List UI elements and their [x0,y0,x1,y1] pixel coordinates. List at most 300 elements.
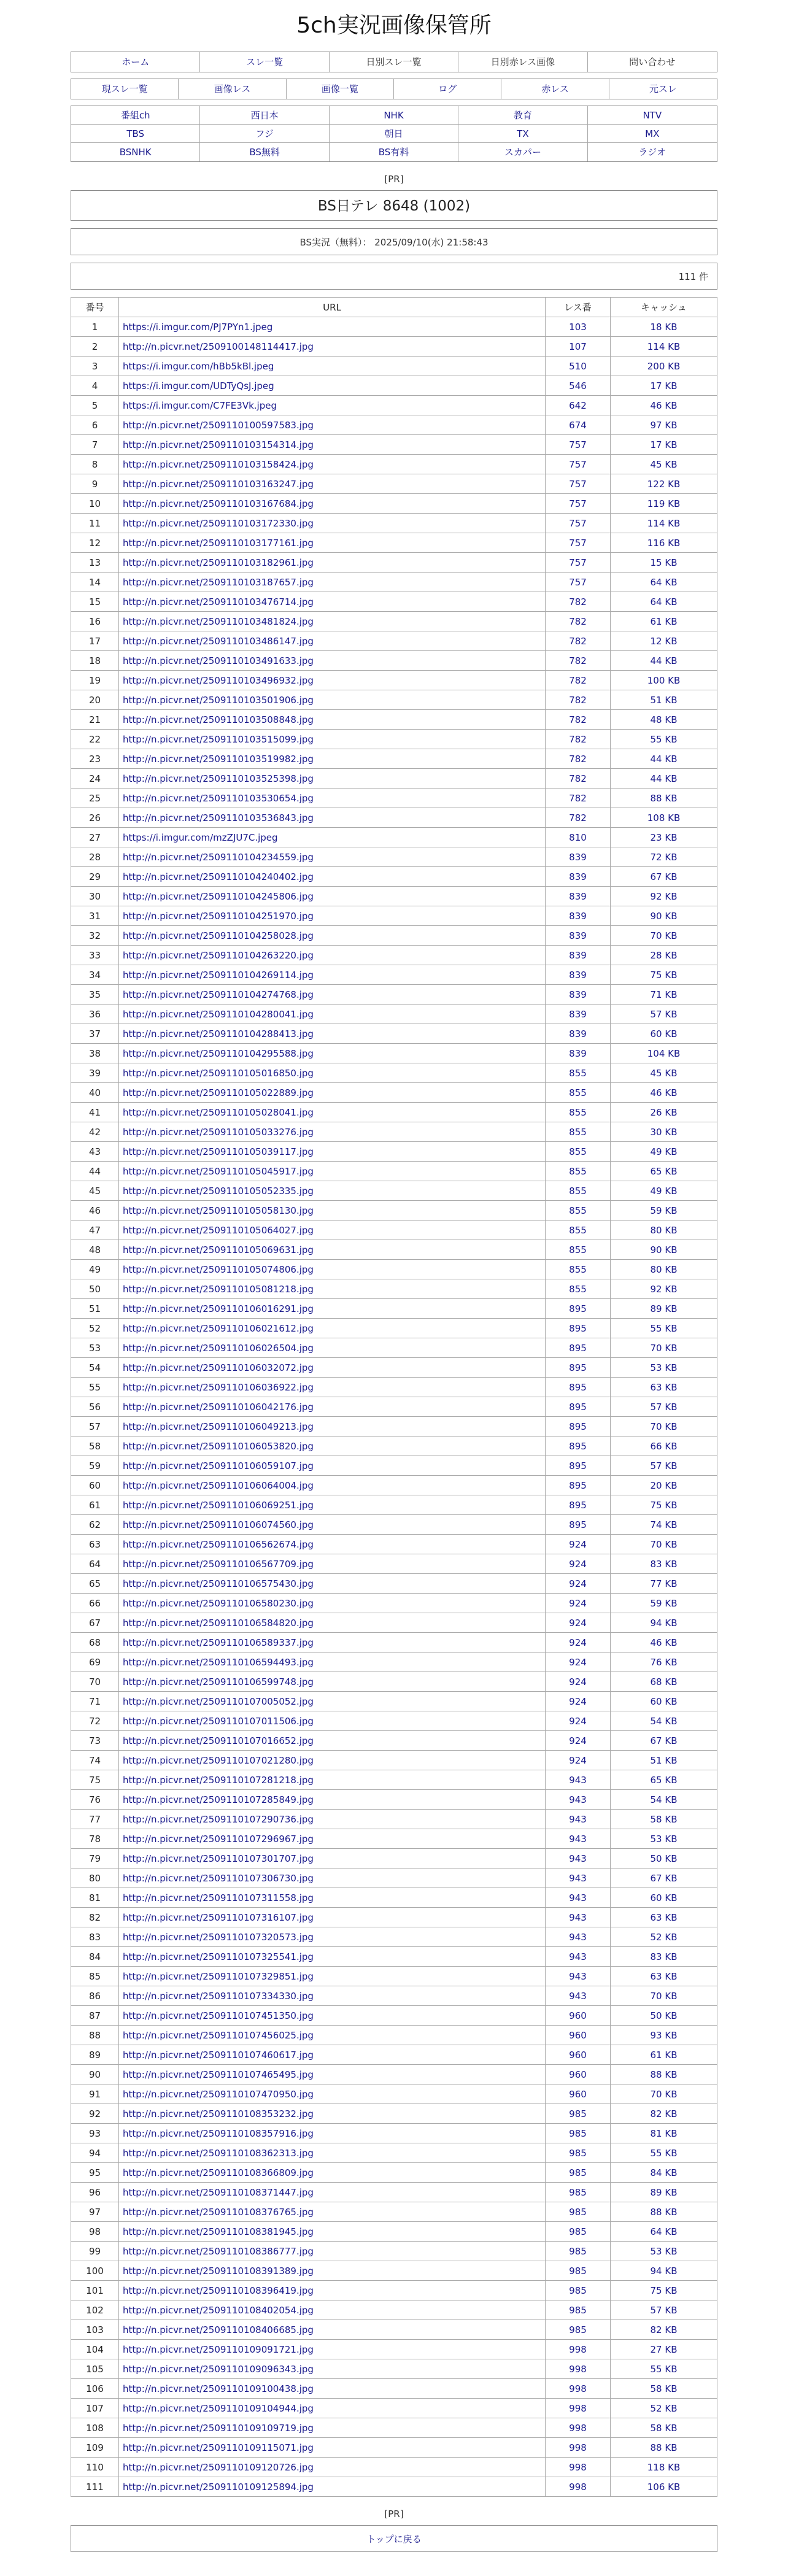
back-to-top-link[interactable]: トップに戻る [71,2525,717,2552]
channel-link[interactable]: 番組ch [71,106,200,125]
res-number-link[interactable]: 839 [546,1024,611,1044]
cache-size-link[interactable]: 50 KB [611,1849,717,1868]
cache-size-link[interactable]: 100 KB [611,671,717,690]
image-url-link[interactable]: http://n.picvr.net/2509110108353232.jpg [119,2104,546,2124]
cache-size-link[interactable]: 51 KB [611,690,717,710]
channel-link[interactable]: NTV [588,106,717,125]
cache-size-link[interactable]: 75 KB [611,1495,717,1515]
image-url-link[interactable]: http://n.picvr.net/2509110104288413.jpg [119,1024,546,1044]
cache-size-link[interactable]: 46 KB [611,1633,717,1652]
image-url-link[interactable]: http://n.picvr.net/2509110109096343.jpg [119,2359,546,2379]
res-number-link[interactable]: 855 [546,1083,611,1103]
cache-size-link[interactable]: 122 KB [611,474,717,494]
image-url-link[interactable]: http://n.picvr.net/2509110107016652.jpg [119,1731,546,1751]
image-url-link[interactable]: http://n.picvr.net/2509110106562674.jpg [119,1535,546,1554]
image-url-link[interactable]: http://n.picvr.net/2509110106074560.jpg [119,1515,546,1535]
image-url-link[interactable]: http://n.picvr.net/2509110108406685.jpg [119,2320,546,2340]
image-url-link[interactable]: http://n.picvr.net/2509110107285849.jpg [119,1790,546,1810]
res-number-link[interactable]: 985 [546,2124,611,2143]
cache-size-link[interactable]: 82 KB [611,2320,717,2340]
cache-size-link[interactable]: 57 KB [611,2300,717,2320]
image-url-link[interactable]: http://n.picvr.net/2509110105064027.jpg [119,1221,546,1240]
cache-size-link[interactable]: 58 KB [611,2418,717,2438]
image-url-link[interactable]: http://n.picvr.net/2509110103158424.jpg [119,455,546,474]
image-url-link[interactable]: http://n.picvr.net/2509110103177161.jpg [119,533,546,553]
image-url-link[interactable]: https://i.imgur.com/C7FE3Vk.jpeg [119,396,546,415]
cache-size-link[interactable]: 46 KB [611,396,717,415]
res-number-link[interactable]: 985 [546,2320,611,2340]
cache-size-link[interactable]: 80 KB [611,1221,717,1240]
image-url-link[interactable]: http://n.picvr.net/2509110108391389.jpg [119,2261,546,2281]
image-url-link[interactable]: http://n.picvr.net/2509110107325541.jpg [119,1947,546,1967]
image-url-link[interactable]: http://n.picvr.net/2509110109100438.jpg [119,2379,546,2399]
image-url-link[interactable]: http://n.picvr.net/2509110109109719.jpg [119,2418,546,2438]
res-number-link[interactable]: 839 [546,1044,611,1063]
cache-size-link[interactable]: 93 KB [611,2026,717,2045]
cache-size-link[interactable]: 114 KB [611,514,717,533]
cache-size-link[interactable]: 63 KB [611,1908,717,1927]
cache-size-link[interactable]: 60 KB [611,1692,717,1711]
image-url-link[interactable]: http://n.picvr.net/2509100148114417.jpg [119,337,546,357]
image-url-link[interactable]: http://n.picvr.net/2509110103501906.jpg [119,690,546,710]
image-url-link[interactable]: https://i.imgur.com/hBb5kBl.jpeg [119,357,546,376]
image-url-link[interactable]: http://n.picvr.net/2509110107456025.jpg [119,2026,546,2045]
cache-size-link[interactable]: 64 KB [611,573,717,592]
cache-size-link[interactable]: 89 KB [611,2183,717,2202]
res-number-link[interactable]: 839 [546,985,611,1005]
res-number-link[interactable]: 998 [546,2438,611,2458]
res-number-link[interactable]: 924 [546,1633,611,1652]
image-url-link[interactable]: http://n.picvr.net/2509110107465495.jpg [119,2065,546,2084]
image-url-link[interactable]: http://n.picvr.net/2509110104234559.jpg [119,847,546,867]
res-number-link[interactable]: 924 [546,1652,611,1672]
cache-size-link[interactable]: 59 KB [611,1201,717,1221]
res-number-link[interactable]: 839 [546,1005,611,1024]
image-url-link[interactable]: http://n.picvr.net/2509110103172330.jpg [119,514,546,533]
image-url-link[interactable]: http://n.picvr.net/2509110104251970.jpg [119,906,546,926]
res-number-link[interactable]: 924 [546,1711,611,1731]
image-url-link[interactable]: http://n.picvr.net/2509110107021280.jpg [119,1751,546,1770]
image-url-link[interactable]: http://n.picvr.net/2509110108366809.jpg [119,2163,546,2183]
cache-size-link[interactable]: 106 KB [611,2477,717,2497]
image-url-link[interactable]: http://n.picvr.net/2509110103496932.jpg [119,671,546,690]
image-url-link[interactable]: http://n.picvr.net/2509110103508848.jpg [119,710,546,730]
cache-size-link[interactable]: 68 KB [611,1672,717,1692]
res-number-link[interactable]: 546 [546,376,611,396]
cache-size-link[interactable]: 116 KB [611,533,717,553]
res-number-link[interactable]: 674 [546,415,611,435]
res-number-link[interactable]: 985 [546,2281,611,2300]
res-number-link[interactable]: 855 [546,1181,611,1201]
image-url-link[interactable]: http://n.picvr.net/2509110104245806.jpg [119,887,546,906]
image-url-link[interactable]: http://n.picvr.net/2509110107334330.jpg [119,1986,546,2006]
nav-original-thread[interactable]: 元スレ [649,83,677,94]
cache-size-link[interactable]: 82 KB [611,2104,717,2124]
nav-contact[interactable]: 問い合わせ [629,56,676,67]
image-url-link[interactable]: http://n.picvr.net/2509110108396419.jpg [119,2281,546,2300]
res-number-link[interactable]: 895 [546,1338,611,1358]
cache-size-link[interactable]: 71 KB [611,985,717,1005]
image-url-link[interactable]: http://n.picvr.net/2509110105058130.jpg [119,1201,546,1221]
image-url-link[interactable]: http://n.picvr.net/2509110105033276.jpg [119,1122,546,1142]
res-number-link[interactable]: 985 [546,2300,611,2320]
cache-size-link[interactable]: 70 KB [611,1986,717,2006]
image-url-link[interactable]: http://n.picvr.net/2509110103163247.jpg [119,474,546,494]
cache-size-link[interactable]: 92 KB [611,1279,717,1299]
res-number-link[interactable]: 757 [546,533,611,553]
nav-current-threads[interactable]: 現スレ一覧 [71,79,179,99]
res-number-link[interactable]: 839 [546,847,611,867]
image-url-link[interactable]: http://n.picvr.net/2509110106021612.jpg [119,1319,546,1338]
res-number-link[interactable]: 782 [546,808,611,828]
image-url-link[interactable]: http://n.picvr.net/2509110106042176.jpg [119,1397,546,1417]
res-number-link[interactable]: 895 [546,1299,611,1319]
res-number-link[interactable]: 943 [546,1986,611,2006]
cache-size-link[interactable]: 67 KB [611,867,717,887]
cache-size-link[interactable]: 200 KB [611,357,717,376]
cache-size-link[interactable]: 46 KB [611,1083,717,1103]
cache-size-link[interactable]: 75 KB [611,2281,717,2300]
res-number-link[interactable]: 510 [546,357,611,376]
cache-size-link[interactable]: 50 KB [611,2006,717,2026]
cache-size-link[interactable]: 48 KB [611,710,717,730]
nav-image-res[interactable]: 画像レス [179,79,286,99]
channel-link[interactable]: 朝日 [330,125,458,143]
channel-link[interactable]: 教育 [458,106,587,125]
res-number-link[interactable]: 782 [546,671,611,690]
res-number-link[interactable]: 924 [546,1535,611,1554]
image-url-link[interactable]: http://n.picvr.net/2509110106016291.jpg [119,1299,546,1319]
cache-size-link[interactable]: 44 KB [611,769,717,789]
cache-size-link[interactable]: 57 KB [611,1456,717,1476]
res-number-link[interactable]: 943 [546,1947,611,1967]
res-number-link[interactable]: 960 [546,2045,611,2065]
res-number-link[interactable]: 839 [546,926,611,946]
image-url-link[interactable]: http://n.picvr.net/2509110107005052.jpg [119,1692,546,1711]
res-number-link[interactable]: 895 [546,1378,611,1397]
cache-size-link[interactable]: 90 KB [611,1240,717,1260]
res-number-link[interactable]: 895 [546,1397,611,1417]
cache-size-link[interactable]: 15 KB [611,553,717,573]
cache-size-link[interactable]: 70 KB [611,926,717,946]
image-url-link[interactable]: http://n.picvr.net/2509110109120726.jpg [119,2458,546,2477]
res-number-link[interactable]: 960 [546,2084,611,2104]
image-url-link[interactable]: http://n.picvr.net/2509110106589337.jpg [119,1633,546,1652]
image-url-link[interactable]: http://n.picvr.net/2509110106059107.jpg [119,1456,546,1476]
image-url-link[interactable]: http://n.picvr.net/2509110109125894.jpg [119,2477,546,2497]
image-url-link[interactable]: http://n.picvr.net/2509110105039117.jpg [119,1142,546,1162]
res-number-link[interactable]: 782 [546,592,611,612]
cache-size-link[interactable]: 67 KB [611,1868,717,1888]
cache-size-link[interactable]: 94 KB [611,1613,717,1633]
image-url-link[interactable]: http://n.picvr.net/2509110104263220.jpg [119,946,546,965]
res-number-link[interactable]: 924 [546,1751,611,1770]
res-number-link[interactable]: 943 [546,1888,611,1908]
image-url-link[interactable]: http://n.picvr.net/2509110104274768.jpg [119,985,546,1005]
image-url-link[interactable]: http://n.picvr.net/2509110103525398.jpg [119,769,546,789]
nav-thread-list[interactable]: スレ一覧 [200,52,329,72]
nav-daily-red-images[interactable]: 日別赤レス画像 [458,52,587,72]
res-number-link[interactable]: 985 [546,2222,611,2242]
cache-size-link[interactable]: 70 KB [611,1338,717,1358]
res-number-link[interactable]: 924 [546,1672,611,1692]
channel-link[interactable]: 西日本 [200,106,329,125]
cache-size-link[interactable]: 83 KB [611,1554,717,1574]
res-number-link[interactable]: 782 [546,710,611,730]
cache-size-link[interactable]: 119 KB [611,494,717,514]
image-url-link[interactable]: http://n.picvr.net/2509110108381945.jpg [119,2222,546,2242]
cache-size-link[interactable]: 28 KB [611,946,717,965]
cache-size-link[interactable]: 61 KB [611,2045,717,2065]
cache-size-link[interactable]: 80 KB [611,1260,717,1279]
cache-size-link[interactable]: 51 KB [611,1751,717,1770]
res-number-link[interactable]: 855 [546,1279,611,1299]
res-number-link[interactable]: 895 [546,1495,611,1515]
cache-size-link[interactable]: 118 KB [611,2458,717,2477]
cache-size-link[interactable]: 45 KB [611,455,717,474]
image-url-link[interactable]: http://n.picvr.net/2509110103519982.jpg [119,749,546,769]
res-number-link[interactable]: 943 [546,1829,611,1849]
res-number-link[interactable]: 855 [546,1162,611,1181]
cache-size-link[interactable]: 104 KB [611,1044,717,1063]
res-number-link[interactable]: 998 [546,2379,611,2399]
res-number-link[interactable]: 985 [546,2242,611,2261]
image-url-link[interactable]: http://n.picvr.net/2509110106584820.jpg [119,1613,546,1633]
channel-link[interactable]: ラジオ [638,147,666,158]
res-number-link[interactable]: 924 [546,1554,611,1574]
image-url-link[interactable]: http://n.picvr.net/2509110103530654.jpg [119,789,546,808]
image-url-link[interactable]: https://i.imgur.com/PJ7PYn1.jpeg [119,317,546,337]
image-url-link[interactable]: http://n.picvr.net/2509110104295588.jpg [119,1044,546,1063]
image-url-link[interactable]: http://n.picvr.net/2509110103182961.jpg [119,553,546,573]
nav-home[interactable]: ホーム [71,52,200,72]
res-number-link[interactable]: 960 [546,2065,611,2084]
image-url-link[interactable]: http://n.picvr.net/2509110105016850.jpg [119,1063,546,1083]
image-url-link[interactable]: http://n.picvr.net/2509110103187657.jpg [119,573,546,592]
cache-size-link[interactable]: 49 KB [611,1181,717,1201]
image-url-link[interactable]: http://n.picvr.net/2509110104269114.jpg [119,965,546,985]
image-url-link[interactable]: http://n.picvr.net/2509110105052335.jpg [119,1181,546,1201]
image-url-link[interactable]: http://n.picvr.net/2509110106069251.jpg [119,1495,546,1515]
cache-size-link[interactable]: 97 KB [611,415,717,435]
cache-size-link[interactable]: 64 KB [611,2222,717,2242]
cache-size-link[interactable]: 63 KB [611,1378,717,1397]
cache-size-link[interactable]: 30 KB [611,1122,717,1142]
cache-size-link[interactable]: 44 KB [611,749,717,769]
res-number-link[interactable]: 998 [546,2477,611,2497]
image-url-link[interactable]: http://n.picvr.net/2509110107329851.jpg [119,1967,546,1986]
image-url-link[interactable]: http://n.picvr.net/2509110103167684.jpg [119,494,546,514]
res-number-link[interactable]: 107 [546,337,611,357]
image-url-link[interactable]: http://n.picvr.net/2509110107306730.jpg [119,1868,546,1888]
res-number-link[interactable]: 998 [546,2399,611,2418]
cache-size-link[interactable]: 17 KB [611,435,717,455]
cache-size-link[interactable]: 45 KB [611,1063,717,1083]
res-number-link[interactable]: 985 [546,2104,611,2124]
image-url-link[interactable]: http://n.picvr.net/2509110107320573.jpg [119,1927,546,1947]
cache-size-link[interactable]: 20 KB [611,1476,717,1495]
cache-size-link[interactable]: 55 KB [611,2143,717,2163]
image-url-link[interactable]: http://n.picvr.net/2509110107011506.jpg [119,1711,546,1731]
cache-size-link[interactable]: 26 KB [611,1103,717,1122]
image-url-link[interactable]: http://n.picvr.net/2509110107460617.jpg [119,2045,546,2065]
cache-size-link[interactable]: 114 KB [611,337,717,357]
res-number-link[interactable]: 855 [546,1201,611,1221]
res-number-link[interactable]: 855 [546,1122,611,1142]
image-url-link[interactable]: http://n.picvr.net/2509110106599748.jpg [119,1672,546,1692]
res-number-link[interactable]: 924 [546,1613,611,1633]
cache-size-link[interactable]: 23 KB [611,828,717,847]
res-number-link[interactable]: 839 [546,946,611,965]
cache-size-link[interactable]: 88 KB [611,2065,717,2084]
cache-size-link[interactable]: 70 KB [611,2084,717,2104]
res-number-link[interactable]: 895 [546,1417,611,1436]
res-number-link[interactable]: 895 [546,1358,611,1378]
cache-size-link[interactable]: 64 KB [611,592,717,612]
res-number-link[interactable]: 985 [546,2143,611,2163]
image-url-link[interactable]: http://n.picvr.net/2509110106594493.jpg [119,1652,546,1672]
cache-size-link[interactable]: 53 KB [611,2242,717,2261]
res-number-link[interactable]: 895 [546,1456,611,1476]
image-url-link[interactable]: http://n.picvr.net/2509110100597583.jpg [119,415,546,435]
cache-size-link[interactable]: 75 KB [611,965,717,985]
cache-size-link[interactable]: 88 KB [611,2438,717,2458]
res-number-link[interactable]: 943 [546,1849,611,1868]
cache-size-link[interactable]: 58 KB [611,2379,717,2399]
res-number-link[interactable]: 855 [546,1240,611,1260]
cache-size-link[interactable]: 63 KB [611,1967,717,1986]
image-url-link[interactable]: http://n.picvr.net/2509110106575430.jpg [119,1574,546,1594]
res-number-link[interactable]: 839 [546,906,611,926]
image-url-link[interactable]: http://n.picvr.net/2509110103476714.jpg [119,592,546,612]
res-number-link[interactable]: 855 [546,1221,611,1240]
res-number-link[interactable]: 895 [546,1436,611,1456]
res-number-link[interactable]: 855 [546,1142,611,1162]
cache-size-link[interactable]: 88 KB [611,789,717,808]
cache-size-link[interactable]: 52 KB [611,1927,717,1947]
res-number-link[interactable]: 943 [546,1790,611,1810]
image-url-link[interactable]: http://n.picvr.net/2509110105028041.jpg [119,1103,546,1122]
cache-size-link[interactable]: 55 KB [611,1319,717,1338]
image-url-link[interactable]: http://n.picvr.net/2509110103491633.jpg [119,651,546,671]
image-url-link[interactable]: http://n.picvr.net/2509110109115071.jpg [119,2438,546,2458]
nav-log[interactable]: ログ [394,79,501,99]
res-number-link[interactable]: 960 [546,2026,611,2045]
image-url-link[interactable]: http://n.picvr.net/2509110104258028.jpg [119,926,546,946]
cache-size-link[interactable]: 65 KB [611,1770,717,1790]
res-number-link[interactable]: 943 [546,1770,611,1790]
cache-size-link[interactable]: 54 KB [611,1711,717,1731]
cache-size-link[interactable]: 108 KB [611,808,717,828]
image-url-link[interactable]: http://n.picvr.net/2509110106064004.jpg [119,1476,546,1495]
image-url-link[interactable]: https://i.imgur.com/UDTyQsJ.jpeg [119,376,546,396]
cache-size-link[interactable]: 74 KB [611,1515,717,1535]
cache-size-link[interactable]: 65 KB [611,1162,717,1181]
cache-size-link[interactable]: 77 KB [611,1574,717,1594]
image-url-link[interactable]: http://n.picvr.net/2509110105022889.jpg [119,1083,546,1103]
cache-size-link[interactable]: 53 KB [611,1829,717,1849]
image-url-link[interactable]: http://n.picvr.net/2509110104280041.jpg [119,1005,546,1024]
res-number-link[interactable]: 985 [546,2163,611,2183]
res-number-link[interactable]: 839 [546,887,611,906]
nav-daily-thread-list[interactable]: 日別スレ一覧 [330,52,458,72]
image-url-link[interactable]: http://n.picvr.net/2509110108386777.jpg [119,2242,546,2261]
cache-size-link[interactable]: 44 KB [611,651,717,671]
cache-size-link[interactable]: 55 KB [611,730,717,749]
res-number-link[interactable]: 924 [546,1692,611,1711]
res-number-link[interactable]: 782 [546,769,611,789]
image-url-link[interactable]: http://n.picvr.net/2509110106567709.jpg [119,1554,546,1574]
image-url-link[interactable]: http://n.picvr.net/2509110105069631.jpg [119,1240,546,1260]
res-number-link[interactable]: 782 [546,651,611,671]
cache-size-link[interactable]: 92 KB [611,887,717,906]
res-number-link[interactable]: 895 [546,1319,611,1338]
res-number-link[interactable]: 757 [546,455,611,474]
res-number-link[interactable]: 998 [546,2418,611,2438]
image-url-link[interactable]: http://n.picvr.net/2509110108357916.jpg [119,2124,546,2143]
res-number-link[interactable]: 943 [546,1967,611,1986]
res-number-link[interactable]: 782 [546,789,611,808]
cache-size-link[interactable]: 52 KB [611,2399,717,2418]
image-url-link[interactable]: http://n.picvr.net/2509110107470950.jpg [119,2084,546,2104]
image-url-link[interactable]: http://n.picvr.net/2509110108362313.jpg [119,2143,546,2163]
cache-size-link[interactable]: 58 KB [611,1810,717,1829]
image-url-link[interactable]: https://i.imgur.com/mzZJU7C.jpeg [119,828,546,847]
res-number-link[interactable]: 103 [546,317,611,337]
image-url-link[interactable]: http://n.picvr.net/2509110108402054.jpg [119,2300,546,2320]
res-number-link[interactable]: 782 [546,730,611,749]
image-url-link[interactable]: http://n.picvr.net/2509110104240402.jpg [119,867,546,887]
image-url-link[interactable]: http://n.picvr.net/2509110106580230.jpg [119,1594,546,1613]
image-url-link[interactable]: http://n.picvr.net/2509110107290736.jpg [119,1810,546,1829]
res-number-link[interactable]: 810 [546,828,611,847]
cache-size-link[interactable]: 84 KB [611,2163,717,2183]
res-number-link[interactable]: 998 [546,2359,611,2379]
image-url-link[interactable]: http://n.picvr.net/2509110103536843.jpg [119,808,546,828]
channel-link[interactable]: TBS [71,125,200,143]
channel-link[interactable]: フジ [200,125,329,143]
image-url-link[interactable]: http://n.picvr.net/2509110107451350.jpg [119,2006,546,2026]
cache-size-link[interactable]: 76 KB [611,1652,717,1672]
res-number-link[interactable]: 782 [546,749,611,769]
cache-size-link[interactable]: 54 KB [611,1790,717,1810]
image-url-link[interactable]: http://n.picvr.net/2509110106049213.jpg [119,1417,546,1436]
image-url-link[interactable]: http://n.picvr.net/2509110107301707.jpg [119,1849,546,1868]
cache-size-link[interactable]: 27 KB [611,2340,717,2359]
cache-size-link[interactable]: 57 KB [611,1397,717,1417]
res-number-link[interactable]: 943 [546,1868,611,1888]
cache-size-link[interactable]: 55 KB [611,2359,717,2379]
image-url-link[interactable]: http://n.picvr.net/2509110107281218.jpg [119,1770,546,1790]
res-number-link[interactable]: 757 [546,553,611,573]
channel-link[interactable]: スカパー [458,143,587,161]
res-number-link[interactable]: 943 [546,1810,611,1829]
nav-red-res[interactable]: 赤レス [501,79,609,99]
res-number-link[interactable]: 757 [546,435,611,455]
image-url-link[interactable]: http://n.picvr.net/2509110106053820.jpg [119,1436,546,1456]
cache-size-link[interactable]: 66 KB [611,1436,717,1456]
cache-size-link[interactable]: 18 KB [611,317,717,337]
image-url-link[interactable]: http://n.picvr.net/2509110105045917.jpg [119,1162,546,1181]
image-url-link[interactable]: http://n.picvr.net/2509110103481824.jpg [119,612,546,631]
res-number-link[interactable]: 985 [546,2202,611,2222]
image-url-link[interactable]: http://n.picvr.net/2509110109091721.jpg [119,2340,546,2359]
res-number-link[interactable]: 924 [546,1574,611,1594]
res-number-link[interactable]: 855 [546,1260,611,1279]
cache-size-link[interactable]: 53 KB [611,1358,717,1378]
res-number-link[interactable]: 782 [546,690,611,710]
res-number-link[interactable]: 757 [546,474,611,494]
